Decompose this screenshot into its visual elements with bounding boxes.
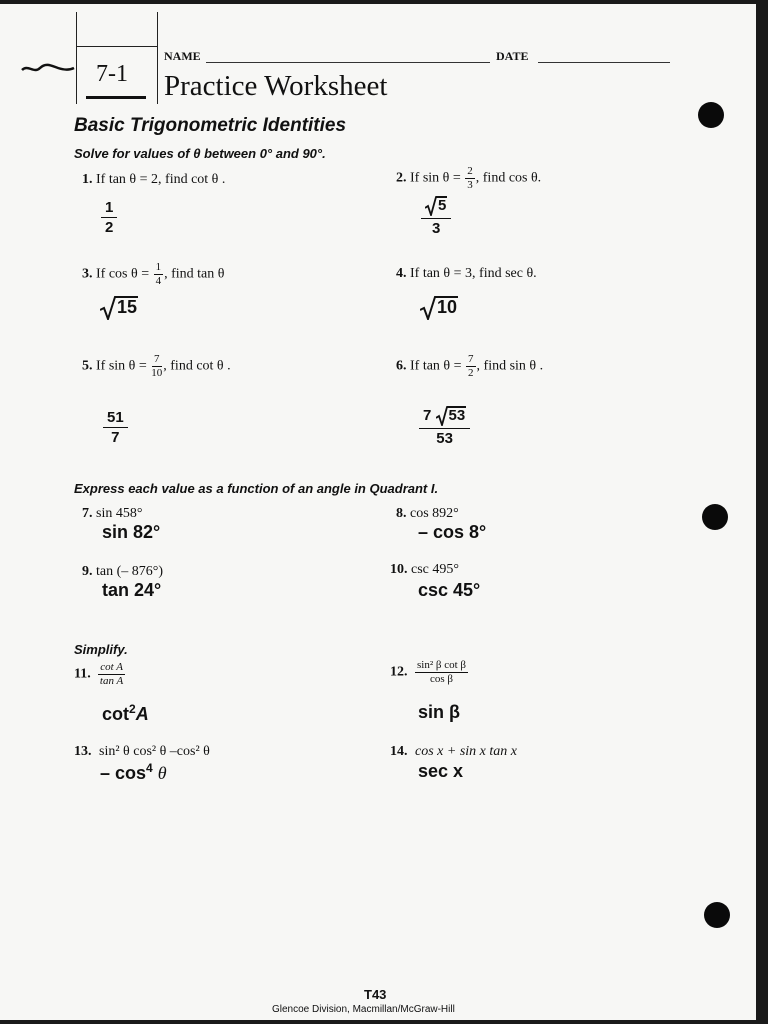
answer-7: sin 82° [102, 522, 161, 542]
problem-number: 8. [396, 506, 407, 521]
frac-denominator: 10 [151, 367, 163, 379]
problem-14 [390, 744, 517, 760]
section3-instruction: Simplify. [74, 642, 128, 657]
problem-number: 7. [82, 506, 93, 521]
problem-4 [396, 266, 537, 282]
binder-hole-top [698, 102, 724, 128]
answer-13 [100, 761, 167, 784]
problem-number: 11. [74, 666, 91, 682]
answer-2 [420, 196, 452, 236]
answer-radicand: 5 [438, 197, 447, 214]
answer-numerator: 51 [103, 410, 128, 428]
problem-number: 3. [82, 266, 93, 282]
radical-sign-icon [100, 296, 116, 320]
problem-1 [82, 172, 225, 188]
answer-denominator: 7 [111, 429, 120, 446]
name-line[interactable] [206, 62, 490, 63]
section2-instruction: Express each value as a function of an angle in Quadrant I. [74, 481, 439, 496]
frac-numerator: 7 [154, 353, 160, 365]
problem-number: 2. [396, 170, 407, 186]
binder-hole-bottom [704, 902, 730, 928]
lesson-number-underline [86, 96, 146, 99]
problem-9 [82, 564, 163, 580]
expr-numerator: sin² β cot β [417, 659, 467, 671]
publisher-credit: Glencoe Division, Macmillan/McGraw-Hill [272, 1004, 455, 1015]
problem-8 [396, 506, 459, 522]
problem-text: If tan θ = 2, find cot θ . [96, 172, 226, 187]
answer-radicand: 10 [437, 297, 458, 317]
problem-3 [82, 262, 224, 287]
problem-number: 14. [390, 744, 408, 759]
page-title: Practice Worksheet [164, 70, 388, 102]
problem-number: 6. [396, 358, 407, 374]
problem-text-after: , find tan θ [164, 266, 225, 282]
answer-variable: A [135, 704, 149, 724]
problem-number: 12. [390, 664, 408, 680]
answer-radicand: 15 [117, 297, 138, 317]
problem-text: If cos θ = [96, 266, 150, 282]
answer-9: tan 24° [102, 580, 162, 600]
answer-8: – cos 8° [418, 522, 487, 542]
problem-7 [82, 506, 142, 522]
problem-text-after: , find cos θ. [475, 170, 542, 186]
answer-4 [420, 296, 458, 320]
frac-denominator: 3 [467, 179, 473, 191]
name-label: NAME [164, 49, 201, 63]
binder-hole-middle [702, 504, 728, 530]
answer-variable: θ [157, 763, 167, 783]
answer-14: sec x [418, 761, 464, 781]
answer-3 [100, 296, 138, 320]
problem-text: If tan θ = 3, find sec θ. [410, 266, 537, 281]
problem-11 [74, 662, 126, 687]
problem-number: 4. [396, 266, 407, 281]
problem-text: If sin θ = [96, 358, 147, 374]
problem-text: If tan θ = [410, 358, 462, 374]
problem-2 [396, 166, 541, 191]
frac-denominator: 4 [155, 275, 162, 287]
problem-5 [82, 354, 231, 379]
worksheet-page [0, 4, 756, 1020]
lesson-tab-box [76, 12, 158, 104]
answer-exponent: 2 [129, 702, 136, 716]
answer-exponent: 4 [146, 761, 153, 775]
problem-number: 10. [390, 562, 408, 577]
lesson-tab-divider [76, 46, 158, 47]
page-subtitle: Basic Trigonometric Identities [74, 115, 347, 136]
problem-10 [390, 562, 459, 578]
problem-number: 5. [82, 358, 93, 374]
problem-number: 9. [82, 564, 93, 579]
answer-11 [102, 702, 149, 725]
answer-5 [102, 410, 129, 445]
answer-denominator: 53 [436, 430, 453, 447]
answer-base: – cos [100, 763, 147, 783]
problem-12 [390, 660, 469, 685]
answer-denominator: 3 [432, 220, 441, 237]
answer-6 [418, 406, 471, 446]
answer-10: csc 45° [418, 580, 481, 600]
problem-text: cos 892° [410, 506, 459, 521]
answer-denominator: 2 [105, 219, 114, 236]
problem-text: tan (– 876°) [96, 564, 164, 579]
problem-text-after: , find sin θ . [476, 358, 544, 374]
page-number: T43 [364, 987, 387, 1002]
answer-radicand: 53 [448, 407, 466, 424]
expr-numerator: cot A [100, 661, 123, 673]
date-label: DATE [496, 49, 529, 63]
problem-text: sin² θ cos² θ –cos² θ [99, 744, 210, 759]
section1-instruction: Solve for values of θ between 0° and 90°. [74, 146, 326, 161]
date-line[interactable] [538, 62, 670, 63]
frac-numerator: 2 [467, 165, 473, 177]
problem-text: sin 458° [96, 506, 143, 521]
answer-1 [100, 200, 118, 235]
answer-base: cot [102, 704, 129, 724]
answer-12: sin β [418, 702, 460, 722]
problem-text: csc 495° [411, 562, 459, 577]
problem-text: cos x + sin x tan x [415, 744, 517, 759]
problem-6 [396, 354, 543, 379]
answer-numerator: 1 [101, 200, 117, 218]
binding-mark-icon [20, 60, 76, 78]
problem-13 [74, 744, 210, 760]
problem-number: 13. [74, 744, 92, 759]
radical-sign-icon [420, 296, 436, 320]
lesson-number: 7-1 [96, 61, 128, 87]
frac-numerator: 1 [155, 261, 162, 273]
problem-text: If sin θ = [410, 170, 461, 186]
expr-denominator: tan A [99, 675, 124, 687]
expr-denominator: cos β [430, 673, 454, 685]
problem-number: 1. [82, 172, 93, 187]
answer-coefficient: 7 [423, 406, 432, 424]
problem-text-after: , find cot θ . [163, 358, 231, 374]
frac-numerator: 7 [468, 353, 474, 365]
frac-denominator: 2 [468, 367, 474, 379]
